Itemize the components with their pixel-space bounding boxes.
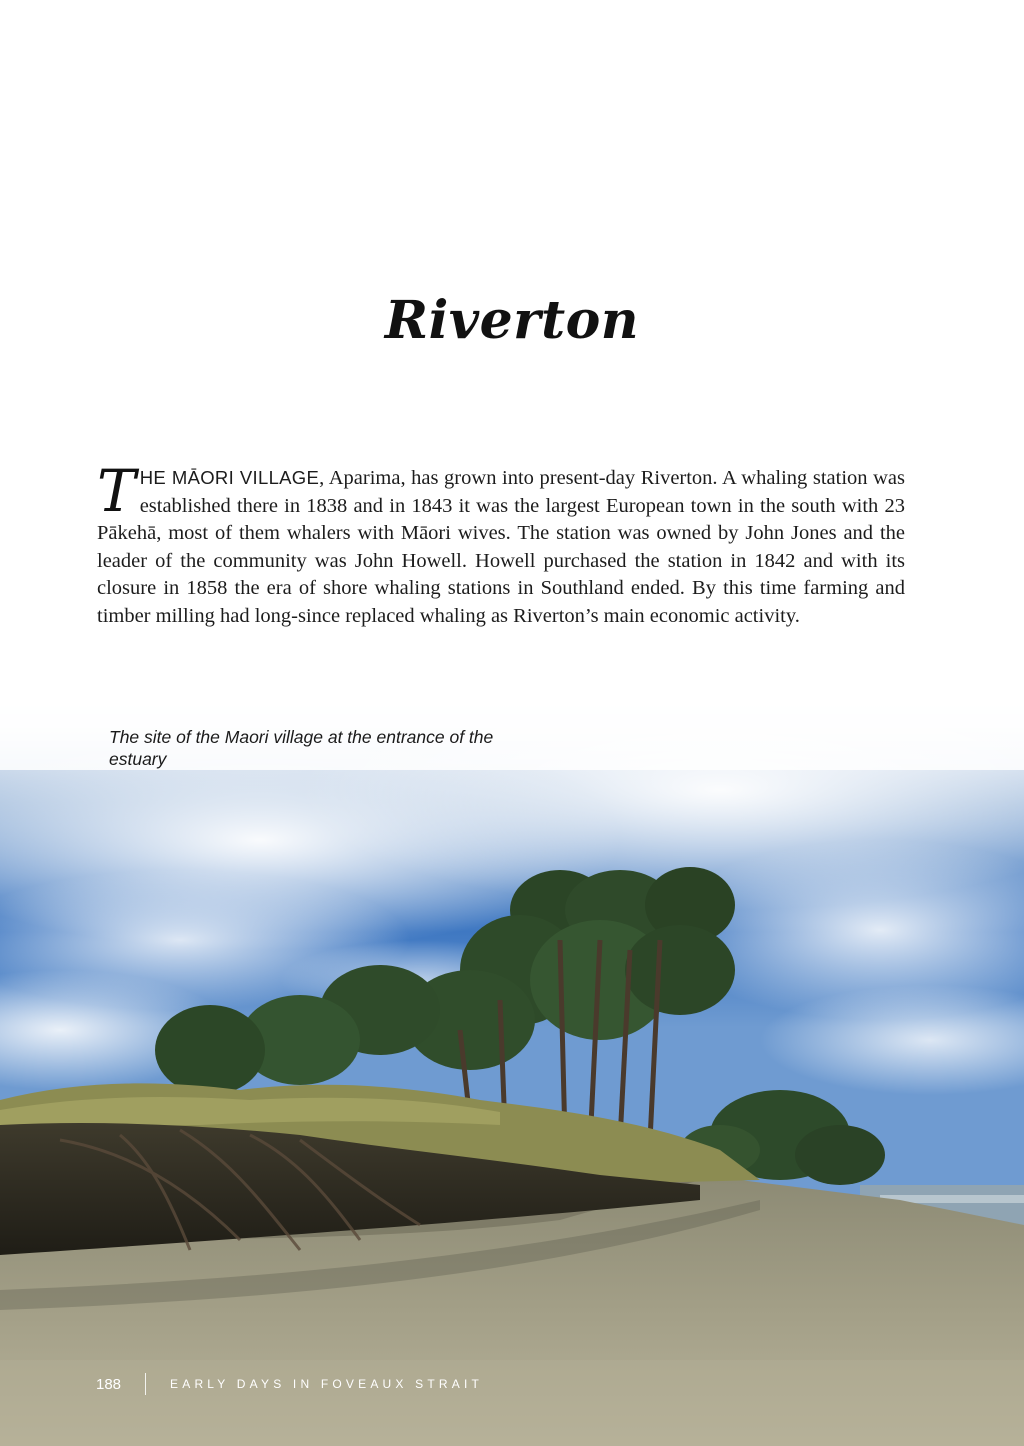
photo-caption: The site of the Maori village at the entrance of the estuary bbox=[109, 727, 494, 769]
estuary-photo bbox=[0, 680, 1024, 1446]
chapter-title: Riverton bbox=[384, 290, 640, 351]
page-number: 188 bbox=[96, 1375, 122, 1393]
page-footer bbox=[96, 1372, 483, 1396]
body-paragraph bbox=[97, 457, 906, 631]
running-title: EARLY DAYS IN FOVEAUX STRAIT bbox=[170, 1377, 484, 1391]
footer-divider bbox=[145, 1373, 146, 1395]
paragraph-text: , Aparima, has grown into present-day Riverton. A whaling station was established there in 1838 and in 1843 it was the largest European town in the south with 23 Pākehā, most of them whalers with Māori wives. The station was owned by John Jones and the leader of the community was John Howell. Howell purchased the station in 1842 and with its closure in 1858 the era of shore whaling stations in Southland ended. By this time farming and timber milling had long-since replaced whaling as Riverton’s main economic activity. bbox=[97, 467, 906, 627]
paragraph-lead-in: HE MĀORI VILLAGE bbox=[139, 467, 320, 488]
drop-cap: T bbox=[97, 457, 136, 525]
